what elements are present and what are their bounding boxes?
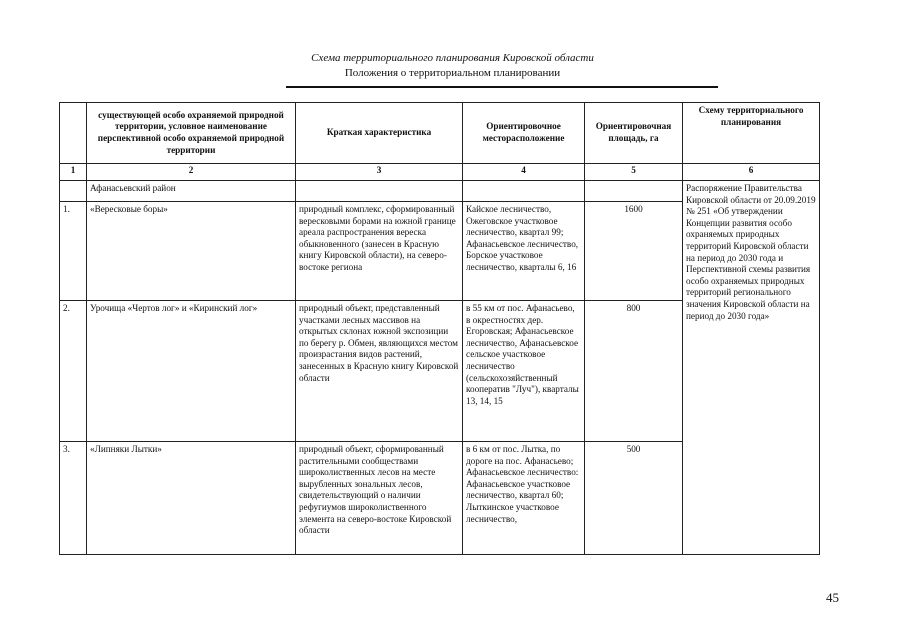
column-number: 3 [296,164,463,181]
row-number: 2. [60,301,87,442]
row-area: 1600 [585,202,683,301]
district-empty-cell [296,181,463,202]
header-cell-plan: Схему территориального планирования [683,103,820,164]
column-number-row [60,164,820,181]
row-number: 1. [60,202,87,301]
header-rule [286,86,718,88]
row-description: природный объект, сформированный растительными сообществами широколиственных лесов на месте вырубленных зональных лесов, свидетельствующий о наличии рефугиумов широколиственного элемента на северо-востоке Кировской области [296,442,463,555]
header-cell-number [60,103,87,164]
header-cell-location: Ориентировочное месторасположение [463,103,585,164]
row-location: Кайское лесничество, Ожеговское участковое лесничество, квартал 99; Афанасьевское лесничество, Борское участковое лесничество, кварталы 6, 16 [463,202,585,301]
row-name: «Липняки Лытки» [87,442,296,555]
column-number: 4 [463,164,585,181]
row-name: Урочища «Чертов лог» и «Киринский лог» [87,301,296,442]
column-number: 6 [683,164,820,181]
row-number: 3. [60,442,87,555]
row-area: 500 [585,442,683,555]
row-location: в 55 км от пос. Афанасьево, в окрестностях дер. Егоровская; Афанасьевское лесничество, Афанасьевское сельское участковое лесничество (сельскохозяйственный кооператив "Луч"), кварталы 13, 14, 15 [463,301,585,442]
column-number: 2 [87,164,296,181]
district-empty-cell [60,181,87,202]
header-cell-area: Ориентировочная площадь, га [585,103,683,164]
document-title: Схема территориального планирования Кировской области [311,52,594,64]
district-name: Афанасьевский район [87,181,296,202]
row-location: в 6 км от пос. Лытка, по дороге на пос. Афанасьево; Афанасьевское лесничество: Афанасьевское участковое лесничество, квартал 60; Лыткинское участковое лесничество, [463,442,585,555]
header-cell-description: Краткая характеристика [296,103,463,164]
row-description: природный объект, представленный участками лесных массивов на открытых склонах южной экспозиции по берегу р. Обмен, являющихся местом произрастания видов растений, занесенных в Красную книгу Кировской области [296,301,463,442]
district-empty-cell [585,181,683,202]
column-number: 1 [60,164,87,181]
district-row [60,181,820,202]
row-description: природный комплекс, сформированный вересковыми борами на южной границе ареала распространения вереска обыкновенного (занесен в Красную книгу Кировской области), на северо-востоке региона [296,202,463,301]
page-number: 45 [826,590,839,605]
row-name: «Вересковые боры» [87,202,296,301]
header-cell-name: существующей особо охраняемой природной территории, условное наименование перспективной особо охраняемой природной территории [87,103,296,164]
table-header-row [60,103,820,164]
protected-areas-table [59,102,820,555]
district-empty-cell [463,181,585,202]
planning-basis-cell: Распоряжение Правительства Кировской области от 20.09.2019 № 251 «Об утверждении Концепции развития особо охраняемых природных территорий Кировской области на период до 2030 года и Перспективной схемы развития особо охраняемых природных территорий регионального значения Кировской области на период до 2030 года» [683,181,820,555]
document-subtitle: Положения о территориальном планировании [344,67,561,79]
row-area: 800 [585,301,683,442]
column-number: 5 [585,164,683,181]
